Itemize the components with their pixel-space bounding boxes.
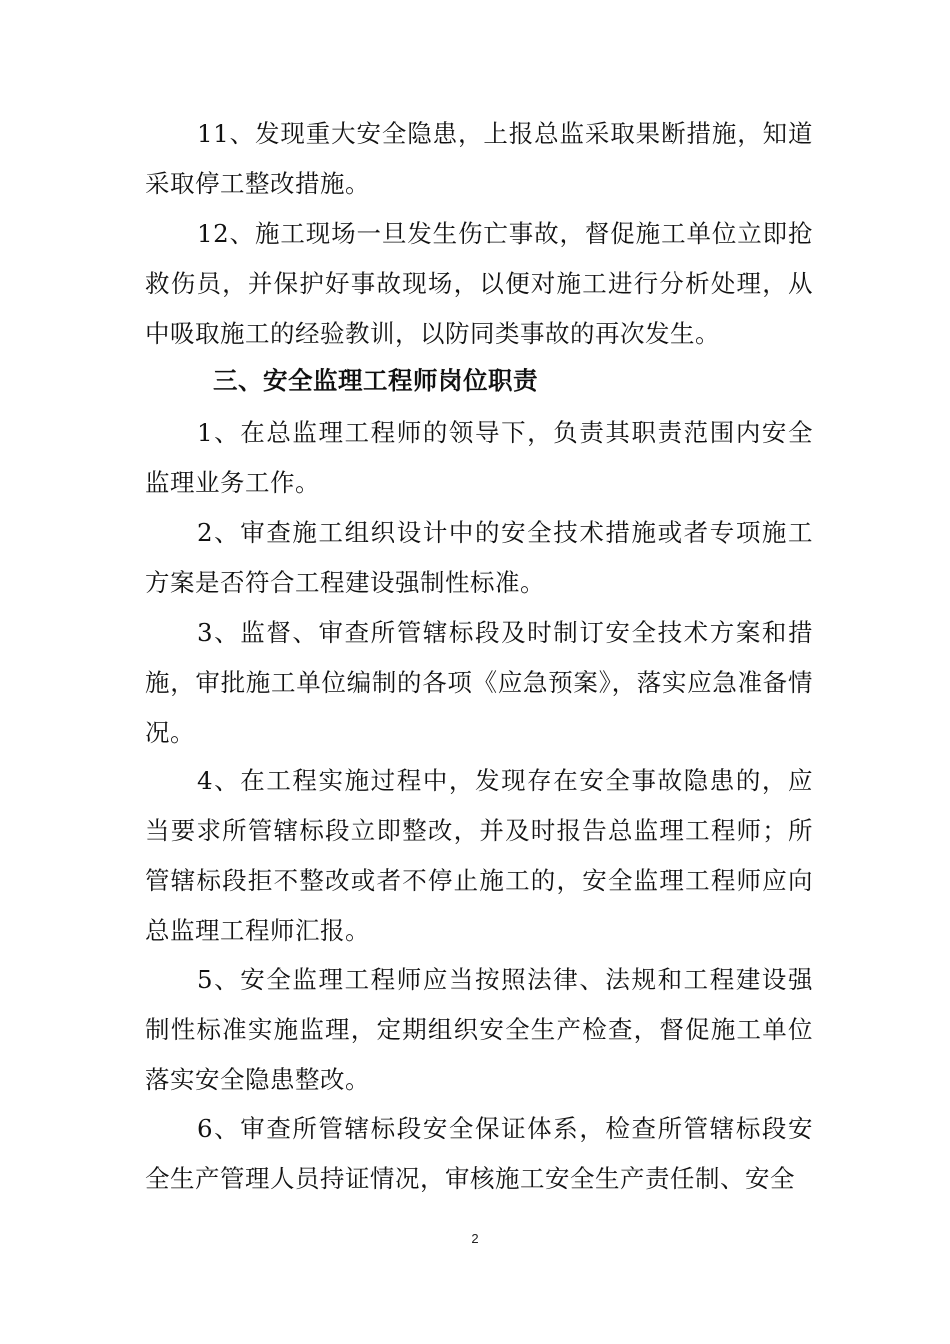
paragraph-duty-5: 5、安全监理工程师应当按照法律、法规和工程建设强制性标准实施监理，定期组织安全生产检查，督促施工单位落实安全隐患整改。 <box>145 965 813 1094</box>
paragraph-duty-6: 6、审查所管辖标段安全保证体系，检查所管辖标段安全生产管理人员持证情况，审核施工安全生产责任制、安全 <box>145 1114 813 1193</box>
paragraph-duty-3: 3、监督、审查所管辖标段及时制订安全技术方案和措施，审批施工单位编制的各项《应急预案》，落实应急准备情况。 <box>145 618 813 747</box>
section-heading: 三、安全监理工程师岗位职责 <box>213 366 538 395</box>
paragraph-duty-1: 1、在总监理工程师的领导下，负责其职责范围内安全监理业务工作。 <box>145 418 813 497</box>
page-number: 2 <box>471 1231 479 1246</box>
paragraph-item-11: 11、发现重大安全隐患，上报总监采取果断措施，知道采取停工整改措施。 <box>145 119 813 198</box>
paragraph-duty-2: 2、审查施工组织设计中的安全技术措施或者专项施工方案是否符合工程建设强制性标准。 <box>145 518 813 597</box>
paragraph-item-12: 12、施工现场一旦发生伤亡事故，督促施工单位立即抢救伤员，并保护好事故现场，以便对施工进行分析处理，从中吸取施工的经验教训，以防同类事故的再次发生。 <box>145 219 813 348</box>
paragraph-duty-4: 4、在工程实施过程中，发现存在安全事故隐患的，应当要求所管辖标段立即整改，并及时报告总监理工程师；所管辖标段拒不整改或者不停止施工的，安全监理工程师应向总监理工程师汇报。 <box>145 766 813 945</box>
